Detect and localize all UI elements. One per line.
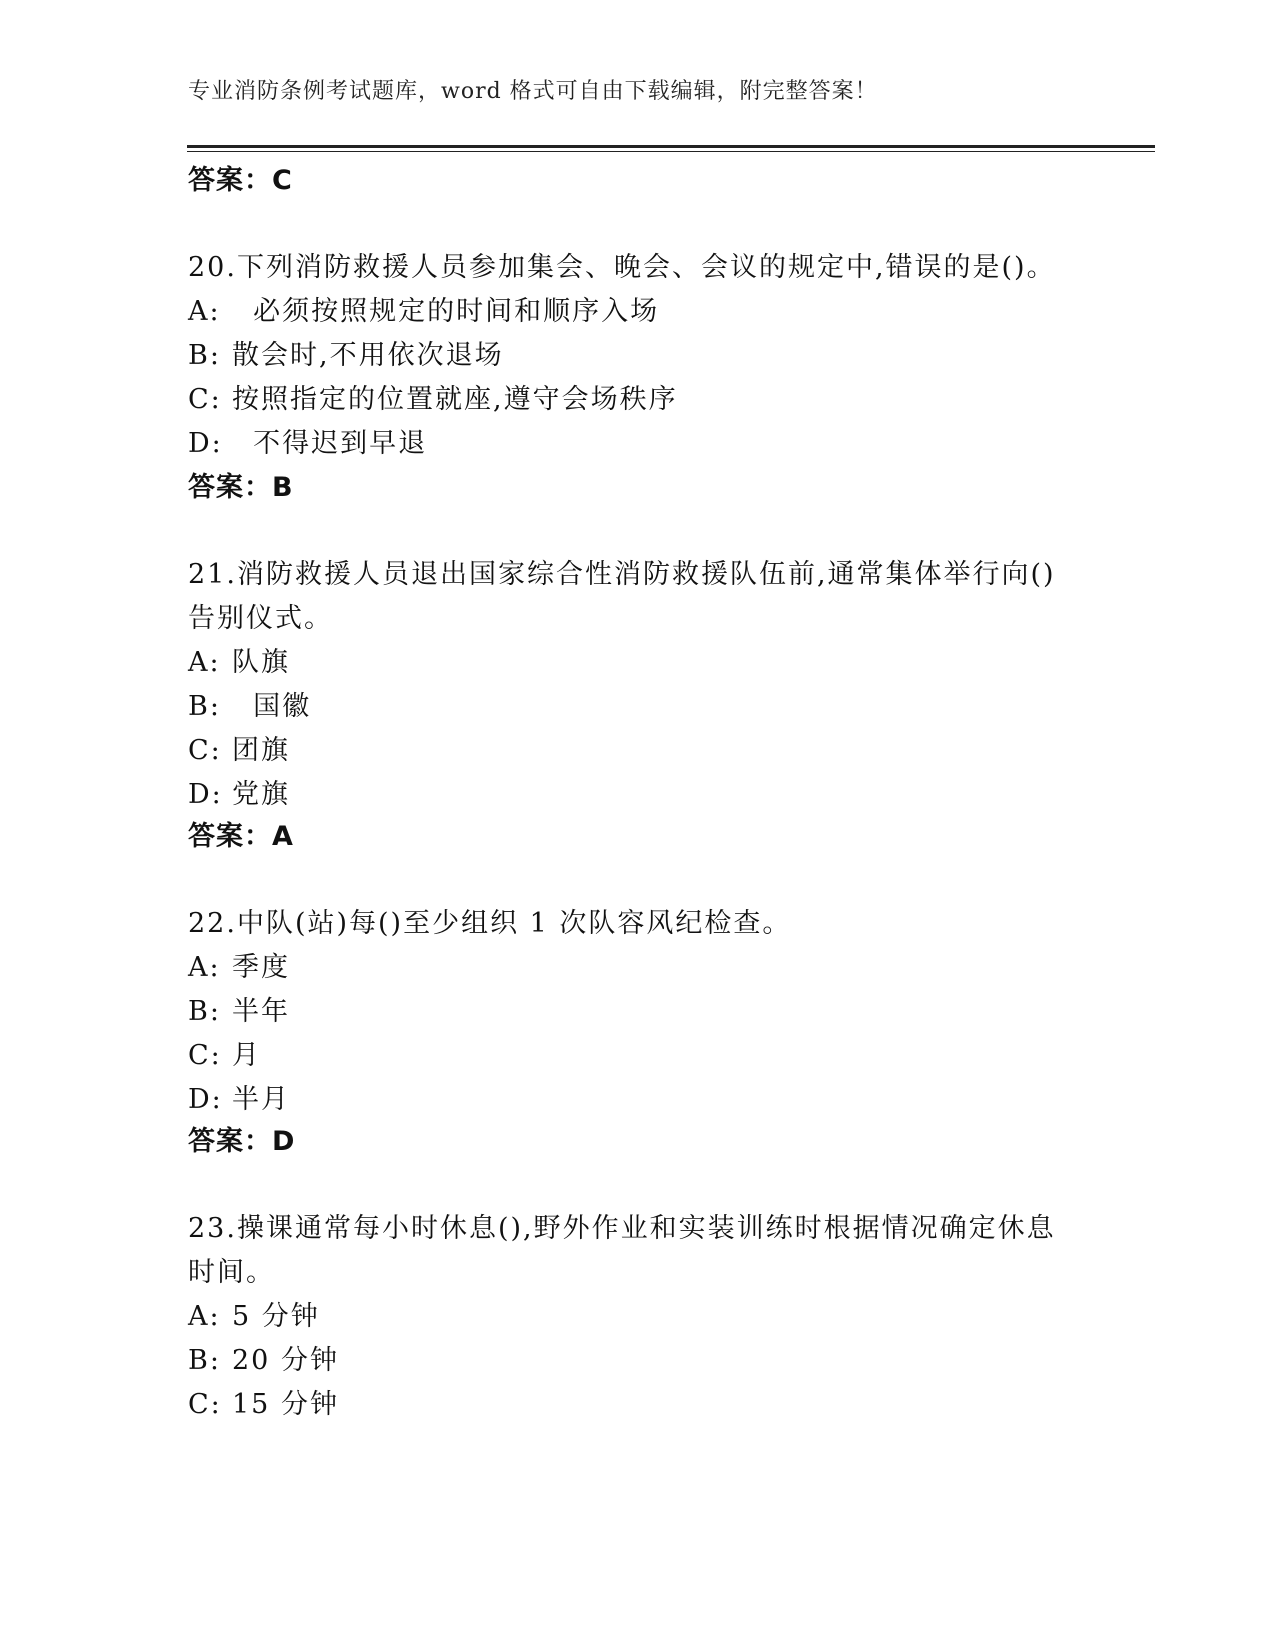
option-b: B: 半年 (188, 996, 290, 1027)
option-c: C: 按照指定的位置就座,遵守会场秩序 (188, 384, 678, 415)
document-header: 专业消防条例考试题库，word 格式可自由下载编辑，附完整答案！ (188, 79, 878, 104)
header-rule-thick (187, 145, 1155, 148)
option-c: C: 团旗 (188, 735, 290, 766)
answer-22: 答案：D (188, 1126, 296, 1157)
option-c: C: 月 (188, 1040, 261, 1071)
option-b: B: 散会时,不用依次退场 (188, 340, 504, 371)
header-rule-thin (187, 151, 1155, 152)
option-b: B: 20 分钟 (188, 1345, 339, 1376)
option-d: D: 党旗 (188, 779, 290, 810)
question-text-continued: 时间。 (188, 1257, 275, 1288)
answer-21: 答案：A (188, 821, 294, 852)
question-text: 20.下列消防救援人员参加集会、晚会、会议的规定中,错误的是()。 (188, 252, 1056, 283)
question-text: 21.消防救援人员退出国家综合性消防救援队伍前,通常集体举行向() (188, 559, 1056, 590)
option-c: C: 15 分钟 (188, 1389, 339, 1420)
answer-previous: 答案：C (188, 165, 293, 196)
option-a: A: 5 分钟 (188, 1301, 320, 1332)
option-a: A: 队旗 (188, 647, 290, 678)
option-d: D: 半月 (188, 1084, 290, 1115)
option-a: A: 必须按照规定的时间和顺序入场 (188, 296, 660, 327)
option-d: D: 不得迟到早退 (188, 428, 428, 459)
question-text: 22.中队(站)每()至少组织 1 次队容风纪检查。 (188, 908, 792, 939)
question-text: 23.操课通常每小时休息(),野外作业和实装训练时根据情况确定休息 (188, 1213, 1056, 1244)
option-b: B: 国徽 (188, 691, 312, 722)
answer-20: 答案：B (188, 472, 294, 503)
option-a: A: 季度 (188, 952, 290, 983)
question-text-continued: 告别仪式。 (188, 603, 333, 634)
